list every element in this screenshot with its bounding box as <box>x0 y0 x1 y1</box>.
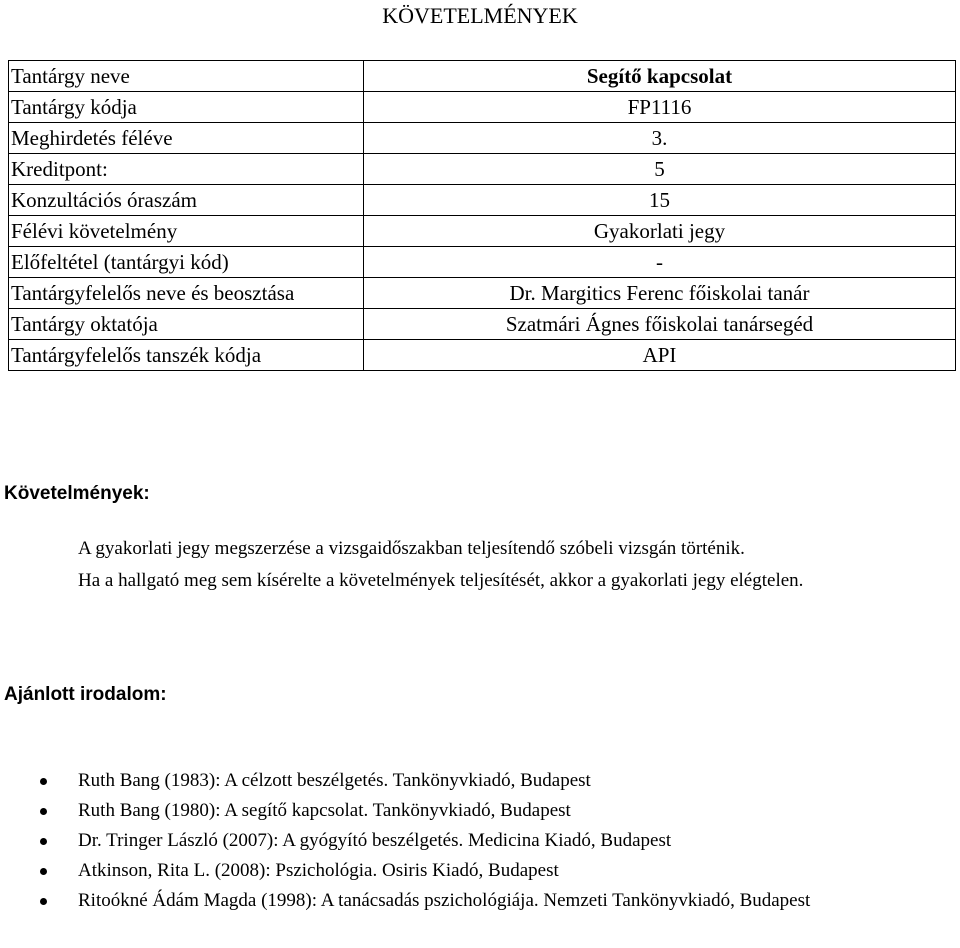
row-label: Kreditpont: <box>9 154 364 185</box>
table-row <box>9 216 956 247</box>
table-row <box>9 340 956 371</box>
row-value: 3. <box>364 123 956 154</box>
table-row <box>9 185 956 216</box>
row-label: Tantárgyfelelős tanszék kódja <box>9 340 364 371</box>
list-item-text: Ruth Bang (1983): A célzott beszélgetés. Tankönyvkiadó, Budapest <box>78 770 591 791</box>
literature-heading: Ajánlott irodalom: <box>4 684 167 705</box>
row-label: Konzultációs óraszám <box>9 185 364 216</box>
requirements-paragraph: A gyakorlati jegy megszerzése a vizsgaidőszakban teljesítendő szóbeli vizsgán történik. <box>78 538 745 559</box>
row-value: - <box>364 247 956 278</box>
row-label: Tantárgy oktatója <box>9 309 364 340</box>
requirements-text <box>78 533 954 597</box>
list-item-text: Ruth Bang (1980): A segítő kapcsolat. Tankönyvkiadó, Budapest <box>78 800 571 821</box>
list-item-text: Ritoókné Ádám Magda (1998): A tanácsadás pszichológiája. Nemzeti Tankönyvkiadó, Budapest <box>78 890 811 911</box>
page-title: KÖVETELMÉNYEK <box>382 3 578 28</box>
row-value: Gyakorlati jegy <box>364 216 956 247</box>
list-item <box>0 886 956 916</box>
course-info-table <box>8 60 956 371</box>
row-value: 5 <box>364 154 956 185</box>
bullet-icon <box>40 868 47 875</box>
row-label: Félévi követelmény <box>9 216 364 247</box>
bullet-icon <box>40 838 47 845</box>
row-value: API <box>364 340 956 371</box>
table-row <box>9 123 956 154</box>
list-item-text: Atkinson, Rita L. (2008): Pszichológia. Osiris Kiadó, Budapest <box>78 860 559 881</box>
bullet-icon <box>40 778 47 785</box>
requirements-heading: Követelmények: <box>4 483 150 504</box>
table-row <box>9 92 956 123</box>
bullet-icon <box>40 808 47 815</box>
bullet-icon <box>40 898 47 905</box>
row-label: Előfeltétel (tantárgyi kód) <box>9 247 364 278</box>
table-row <box>9 61 956 92</box>
literature-list <box>0 766 956 916</box>
row-label: Tantárgy kódja <box>9 92 364 123</box>
table-row <box>9 247 956 278</box>
row-label: Meghirdetés féléve <box>9 123 364 154</box>
row-label: Tantárgy neve <box>9 61 364 92</box>
list-item <box>0 826 956 856</box>
list-item-text: Dr. Tringer László (2007): A gyógyító beszélgetés. Medicina Kiadó, Budapest <box>78 830 672 851</box>
list-item <box>0 766 956 796</box>
row-value: 15 <box>364 185 956 216</box>
row-value: Szatmári Ágnes főiskolai tanársegéd <box>364 309 956 340</box>
table-row <box>9 309 956 340</box>
row-value: Dr. Margitics Ferenc főiskolai tanár <box>364 278 956 309</box>
row-label: Tantárgyfelelős neve és beosztása <box>9 278 364 309</box>
row-value: FP1116 <box>364 92 956 123</box>
row-value: Segítő kapcsolat <box>364 61 956 92</box>
list-item <box>0 856 956 886</box>
requirements-paragraph: Ha a hallgató meg sem kísérelte a követelmények teljesítését, akkor a gyakorlati jegy elégtelen. <box>78 570 804 591</box>
table-row <box>9 154 956 185</box>
table-row <box>9 278 956 309</box>
list-item <box>0 796 956 826</box>
